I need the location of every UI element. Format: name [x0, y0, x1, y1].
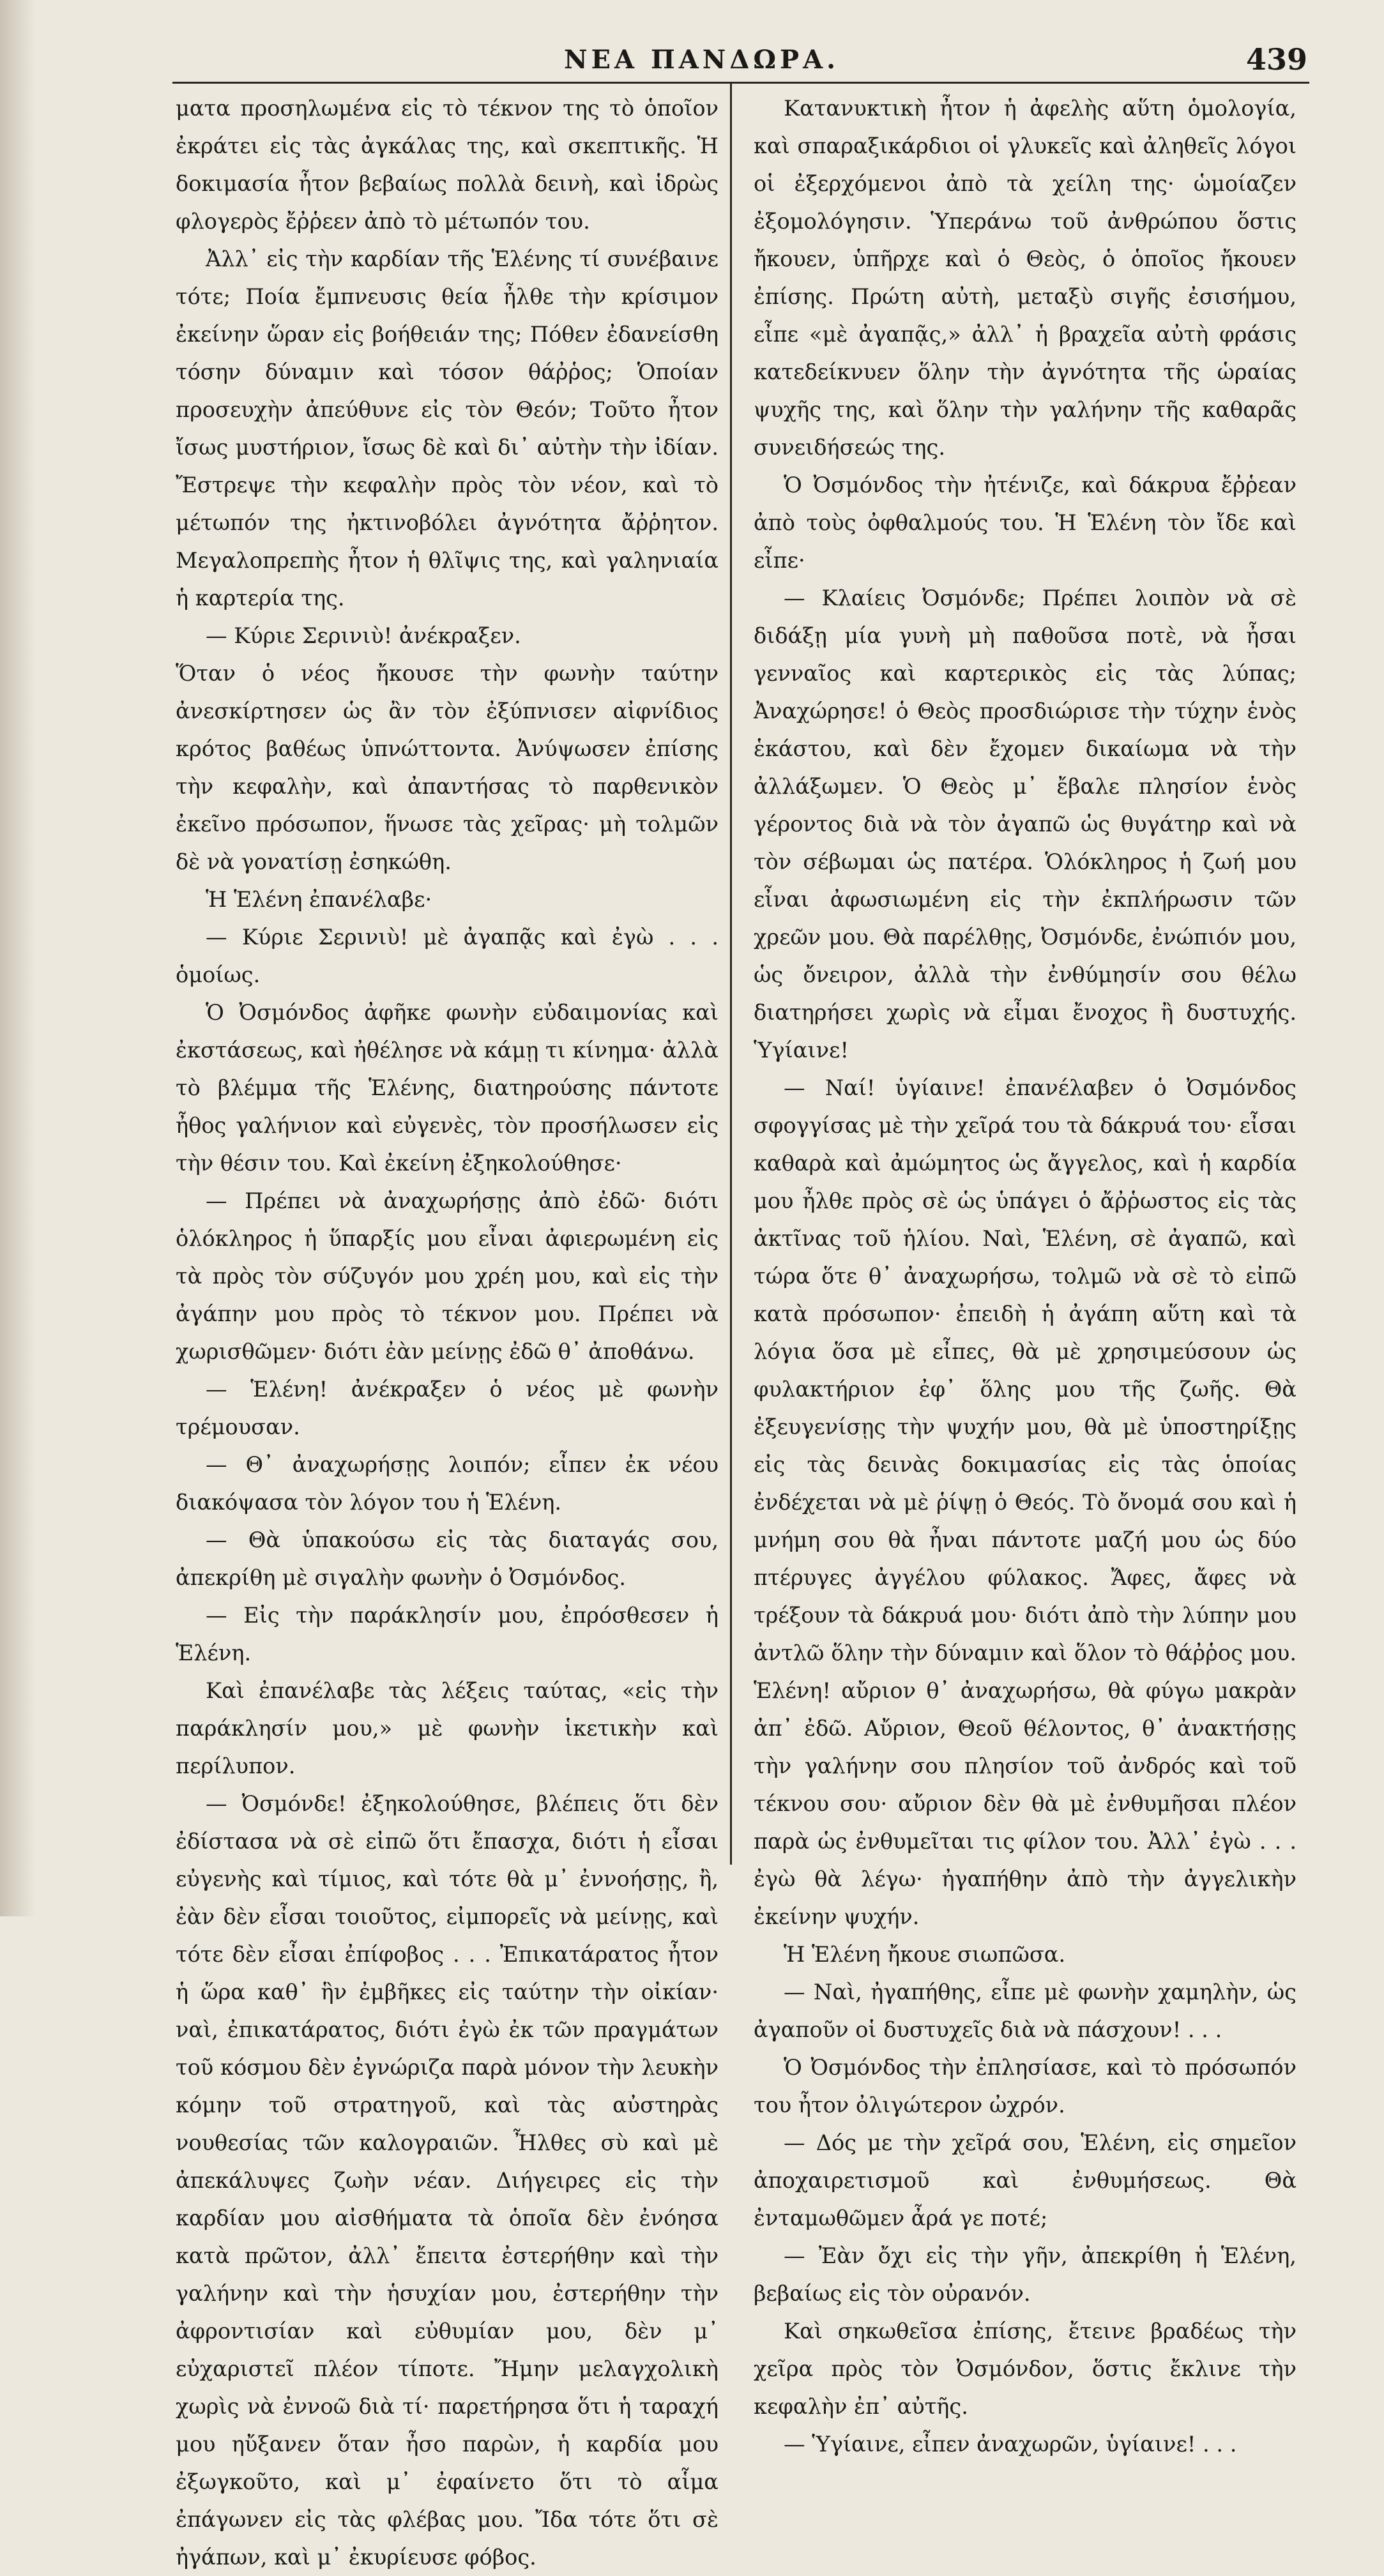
paragraph: — Δός με τὴν χεῖρά σου, Ἑλένη, εἰς σημεῖον ἀποχαιρετισμοῦ καὶ ἐνθυμήσεως. Θὰ ἐνταμωθῶμεν ἆρά γε ποτέ;	[754, 2130, 1297, 2231]
binding-shadow	[0, 0, 35, 1916]
paragraph: — Εἰς τὴν παράκλησίν μου, ἐπρόσθεσεν ἡ Ἑλένη.	[176, 1603, 719, 1665]
paragraph: Ἡ Ἑλένη ἤκουε σιωπῶσα.	[784, 1942, 1066, 1967]
paragraph: — Κύριε Σερινιὺ! ἀνέκραξεν.	[206, 623, 521, 648]
header-rule	[172, 82, 1309, 84]
paragraph: — Ναὶ, ἠγαπήθης, εἶπε μὲ φωνὴν χαμηλὴν, ὡς ἀγαποῦν οἱ δυστυχεῖς διὰ νὰ πάσχουν! . . .	[754, 1980, 1297, 2042]
paragraph: — Θὰ ὑπακούσω εἰς τὰς διαταγάς σου, ἀπεκρίθη μὲ σιγαλὴν φωνὴν ὁ Ὀσμόνδος.	[176, 1527, 719, 1590]
paragraph: Ἀλλ᾽ εἰς τὴν καρδίαν τῆς Ἑλένης τί συνέβαινε τότε; Ποία ἔμπνευσις θεία ἦλθε τὴν κρίσιμον ἐκείνην ὥραν εἰς βοήθειάν της; Πόθεν ἐδανείσθη τόσην δύναμιν καὶ τόσον θάῤῥος; Ὁποίαν προσευχὴν ἀπεύθυνε εἰς τὸν Θεόν; Τοῦτο ἦτον ἴσως μυστήριον, ἴσως δὲ καὶ δι᾽ αὐτὴν τὴν ἰδίαν. Ἔστρεψε τὴν κεφαλὴν πρὸς τὸν νέον, καὶ τὸ μέτωπόν της ἠκτινοβόλει ἀγνότητα ἄῤῥητον. Μεγαλοπρεπὴς ἦτον ἡ θλῖψις της, καὶ γαληνιαία ἡ καρτερία της.	[176, 246, 719, 610]
paragraph: Ὁ Ὀσμόνδος τὴν ἠτένιζε, καὶ δάκρυα ἔῤῥεαν ἀπὸ τοὺς ὀφθαλμούς του. Ἡ Ἑλένη τὸν ἴδε καὶ εἶπε·	[754, 473, 1297, 573]
paragraph: Καὶ ἐπανέλαβε τὰς λέξεις ταύτας, «εἰς τὴν παράκλησίν μου,» μὲ φωνὴν ἱκετικὴν καὶ περίλυπον.	[176, 1678, 719, 1778]
paragraph: Ὁ Ὀσμόνδος τὴν ἐπλησίασε, καὶ τὸ πρόσωπόν του ἦτον ὀλιγώτερον ὠχρόν.	[754, 2055, 1297, 2118]
paragraph: — Κύριε Σερινιὺ! μὲ ἀγαπᾷς καὶ ἐγὼ . . . ὁμοίως.	[176, 925, 719, 987]
journal-title: ΝΕΑ ΠΑΝΔΩΡΑ.	[563, 45, 840, 75]
paragraph: — Ὑγίαινε, εἶπεν ἀναχωρῶν, ὑγίαινε! . . .	[784, 2432, 1237, 2457]
paragraph: Ὅταν ὁ νέος ἤκουσε τὴν φωνὴν ταύτην ἀνεσκίρτησεν ὡς ἂν τὸν ἐξύπνισεν αἰφνίδιος κρότος βαθέως ὑπνώττοντα. Ἀνύψωσεν ἐπίσης τὴν κεφαλὴν, καὶ ἀπαντήσας τὸ παρθενικὸν ἐκεῖνο πρόσωπον, ἥνωσε τὰς χεῖρας· μὴ τολμῶν δὲ νὰ γονατίσῃ ἐσηκώθη.	[176, 661, 719, 874]
paragraph: Ὁ Ὀσμόνδος ἀφῆκε φωνὴν εὐδαιμονίας καὶ ἐκστάσεως, καὶ ἠθέλησε νὰ κάμῃ τι κίνημα· ἀλλὰ τὸ βλέμμα τῆς Ἑλένης, διατηρούσης πάντοτε ἦθος γαλήνιον καὶ εὐγενὲς, τὸν προσήλωσεν εἰς τὴν θέσιν του. Καὶ ἐκείνη ἐξηκολούθησε·	[176, 1000, 719, 1176]
page-header	[96, 40, 1307, 78]
left-column	[176, 89, 719, 2576]
paragraph: — Ἐὰν ὄχι εἰς τὴν γῆν, ἀπεκρίθη ἡ Ἑλένη, βεβαίως εἰς τὸν οὐρανόν.	[754, 2243, 1297, 2306]
paragraph: — Κλαίεις Ὀσμόνδε; Πρέπει λοιπὸν νὰ σὲ διδάξῃ μία γυνὴ μὴ παθοῦσα ποτὲ, νὰ ἦσαι γενναῖος καὶ καρτερικὸς εἰς τὰς λύπας; Ἀναχώρησε! ὁ Θεὸς προσδιώρισε τὴν τύχην ἑνὸς ἑκάστου, καὶ δὲν ἔχομεν δικαίωμα νὰ τὴν ἀλλάξωμεν. Ὁ Θεὸς μ᾽ ἔβαλε πλησίον ἑνὸς γέροντος διὰ νὰ τὸν ἀγαπῶ ὡς θυγάτηρ καὶ νὰ τὸν σέβωμαι ὡς πατέρα. Ὁλόκληρος ἡ ζωή μου εἶναι ἀφωσιωμένη εἰς τὴν ἐκπλήρωσιν τῶν χρεῶν μου. Θὰ παρέλθῃς, Ὀσμόνδε, ἐνώπιόν μου, ὡς ὄνειρον, ἀλλὰ τὴν ἐνθύμησίν σου θέλω διατηρήσει χωρὶς νὰ εἶμαι ἔνοχος ἢ δυστυχής. Ὑγίαινε!	[754, 586, 1297, 1063]
paragraph: — Ὀσμόνδε! ἐξηκολούθησε, βλέπεις ὅτι δὲν ἐδίστασα νὰ σὲ εἰπῶ ὅτι ἔπασχα, διότι ἡ εἶσαι εὐγενὴς καὶ τίμιος, καὶ τότε θὰ μ᾽ ἐννοήσῃς, ἢ, ἐὰν δὲν εἶσαι τοιοῦτος, εἰμπορεῖς νὰ μείνῃς, καὶ τότε δὲν εἶσαι ἐπίφοβος . . . Ἐπικατάρατος ἦτον ἡ ὥρα καθ᾽ ἣν ἐμβῆκες εἰς ταύτην τὴν οἰκίαν· ναὶ, ἐπικατάρατος, διότι ἐγὼ ἐκ τῶν πραγμάτων τοῦ κόσμου δὲν ἐγνώριζα παρὰ μόνον τὴν λευκὴν κόμην τοῦ στρατηγοῦ, καὶ τὰς αὐστηρὰς νουθεσίας τῶν καλογραιῶν. Ἦλθες σὺ καὶ μὲ ἀπεκάλυψες ζωὴν νέαν. Διήγειρες εἰς τὴν καρδίαν μου αἰσθήματα τὰ ὁποῖα δὲν ἐνόησα κατὰ πρῶτον, ἀλλ᾽ ἔπειτα ἐστερήθην καὶ τὴν γαλήνην καὶ τὴν ἡσυχίαν μου, ἐστερήθην τὴν ἀφροντισίαν καὶ εὐθυμίαν μου, δὲν μ᾽ εὐχαριστεῖ πλέον τίποτε. Ἤμην μελαγχολικὴ χωρὶς νὰ ἐννοῶ διὰ τί· παρετήρησα ὅτι ἡ ταραχή μου ηὔξανεν ὅταν ἦσο παρὼν, ἡ καρδία μου ἐξωγκοῦτο, καὶ μ᾽ ἐφαίνετο ὅτι τὸ αἷμα ἐπάγωνεν εἰς τὰς φλέβας μου. Ἴδα τότε ὅτι σὲ ἠγάπων, καὶ μ᾽ ἐκυρίευσε φόβος.	[176, 1791, 719, 2570]
right-column	[754, 89, 1297, 2463]
paragraph: Ἡ Ἑλένη ἐπανέλαβε·	[206, 887, 432, 912]
paragraph: — Θ᾽ ἀναχωρήσῃς λοιπόν; εἶπεν ἐκ νέου διακόψασα τὸν λόγον του ἡ Ἑλένη.	[176, 1452, 719, 1515]
paragraph: — Πρέπει νὰ ἀναχωρήσῃς ἀπὸ ἐδῶ· διότι ὁλόκληρος ἡ ὕπαρξίς μου εἶναι ἀφιερωμένη εἰς τὰ πρὸς τὸν σύζυγόν μου χρέη μου, καὶ εἰς τὴν ἀγάπην μου πρὸς τὸ τέκνον μου. Πρέπει νὰ χωρισθῶμεν· διότι ἐὰν μείνῃς ἐδῶ θ᾽ ἀποθάνω.	[176, 1188, 719, 1364]
paragraph: — Ἑλένη! ἀνέκραξεν ὁ νέος μὲ φωνὴν τρέμουσαν.	[176, 1377, 719, 1439]
paragraph: Κατανυκτικὴ ἦτον ἡ ἀφελὴς αὕτη ὁμολογία, καὶ σπαραξικάρδιοι οἱ γλυκεῖς καὶ ἀληθεῖς λόγοι οἱ ἐξερχόμενοι ἀπὸ τὰ χείλη της· ὡμοίαζεν ἐξομολόγησιν. Ὑπεράνω τοῦ ἀνθρώπου ὅστις ἤκουεν, ὑπῆρχε καὶ ὁ Θεὸς, ὁ ὁποῖος ἤκουεν ἐπίσης. Πρώτη αὐτὴ, μεταξὺ σιγῆς ἐσισήμου, εἶπε «μὲ ἀγαπᾷς,» ἀλλ᾽ ἡ βραχεῖα αὐτὴ φράσις κατεδείκνυεν ὅλην τὴν ἀγνότητα τῆς ὡραίας ψυχῆς της, καὶ ὅλην τὴν γαλήνην τῆς καθαρᾶς συνειδήσεώς της.	[754, 96, 1297, 460]
paragraph: Καὶ σηκωθεῖσα ἐπίσης, ἔτεινε βραδέως τὴν χεῖρα πρὸς τὸν Ὀσμόνδον, ὅστις ἔκλινε τὴν κεφαλὴν ἐπ᾽ αὐτῆς.	[754, 2319, 1297, 2419]
column-divider	[730, 83, 732, 1865]
paragraph: ματα προσηλωμένα εἰς τὸ τέκνον της τὸ ὁποῖον ἐκράτει εἰς τὰς ἀγκάλας της, καὶ σκεπτικῆς. Ἡ δοκιμασία ἦτον βεβαίως πολλὰ δεινὴ, καὶ ἱδρὼς φλογερὸς ἔῤῥεεν ἀπὸ τὸ μέτωπόν του.	[176, 96, 719, 234]
page-number: 439	[1245, 42, 1307, 77]
paragraph: — Ναί! ὑγίαινε! ἐπανέλαβεν ὁ Ὀσμόνδος σφογγίσας μὲ τὴν χεῖρά του τὰ δάκρυά του· εἶσαι καθαρὰ καὶ ἀμώμητος ὡς ἄγγελος, καὶ ἡ καρδία μου ἦλθε πρὸς σὲ ὡς ὑπάγει ὁ ἄῤῥωστος εἰς τὰς ἀκτῖνας τοῦ ἡλίου. Ναὶ, Ἑλένη, σὲ ἀγαπῶ, καὶ τώρα ὅτε θ᾽ ἀναχωρήσω, τολμῶ νὰ σὲ τὸ εἰπῶ κατὰ πρόσωπον· ἐπειδὴ ἡ ἀγάπη αὕτη καὶ τὰ λόγια ὅσα μὲ εἶπες, θὰ μὲ χρησιμεύσουν ὡς φυλακτήριον ἐφ᾽ ὅλης μου τῆς ζωῆς. Θὰ ἐξευγενίσῃς τὴν ψυχήν μου, θὰ μὲ ὑποστηρίξῃς εἰς τὰς δεινὰς δοκιμασίας εἰς τὰς ὁποίας ἐνδέχεται νὰ μὲ ῥίψῃ ὁ Θεός. Τὸ ὄνομά σου καὶ ἡ μνήμη σου θὰ ἦναι πάντοτε μαζή μου ὡς δύο πτέρυγες ἀγγέλου φύλακος. Ἄφες, ἄφες νὰ τρέξουν τὰ δάκρυά μου· διότι ἀπὸ τὴν λύπην μου ἀντλῶ ὅλην τὴν δύναμιν καὶ ὅλον τὸ θάῤῥος μου. Ἑλένη! αὔριον θ᾽ ἀναχωρήσω, θὰ φύγω μακρὰν ἀπ᾽ ἐδῶ. Αὔριον, Θεοῦ θέλοντος, θ᾽ ἀνακτήσῃς τὴν γαλήνην σου πλησίον τοῦ ἀνδρός καὶ τοῦ τέκνου σου· αὔριον δὲν θὰ μὲ ἐνθυμῆσαι πλέον παρὰ ὡς ἐνθυμεῖται τις φίλον του. Ἀλλ᾽ ἐγὼ . . . ἐγὼ θὰ λέγω· ἠγαπήθην ἀπὸ τὴν ἀγγελικὴν ἐκείνην ψυχήν.	[754, 1075, 1297, 1929]
